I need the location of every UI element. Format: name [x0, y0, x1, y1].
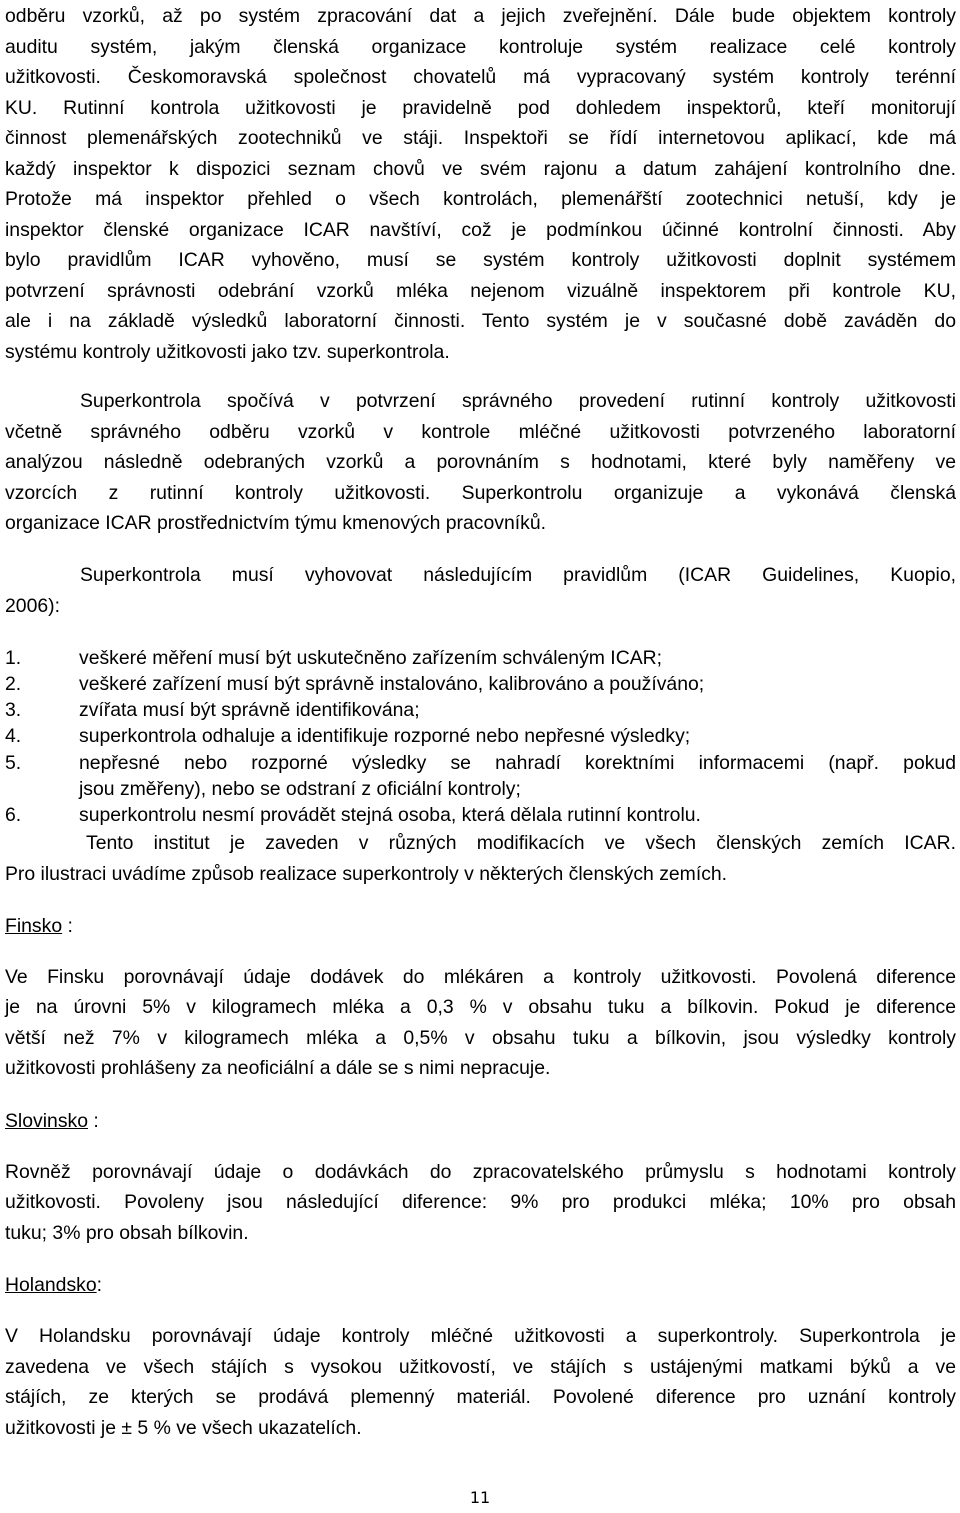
section-heading	[5, 911, 73, 941]
heading-text: Finsko	[5, 915, 63, 937]
text-line: Superkontrola musí vyhovovat následujícím pravidlům (ICAR Guidelines, Kuopio,	[80, 564, 956, 586]
text-line: organizace ICAR prostřednictvím týmu kmenových pracovníků.	[5, 512, 546, 534]
list-number: 2.	[5, 673, 22, 695]
text-line: analýzou následně odebraných vzorků a porovnáním s hodnotami, které byly naměřeny ve	[5, 451, 956, 473]
text-line: je na úrovni 5% v kilogramech mléka a 0,3 % v obsahu tuku a bílkovin. Pokud je diference	[5, 996, 956, 1018]
text-line: větší než 7% v kilogramech mléka a 0,5% v obsahu tuku a bílkovin, jsou výsledky kontroly	[5, 1027, 956, 1049]
text-line: odběru vzorků, až po systém zpracování dat a jejich zveřejnění. Dále bude objektem kontroly	[5, 5, 956, 27]
heading-colon: :	[96, 1274, 103, 1296]
list-number: 4.	[5, 725, 22, 747]
text-line: ale i na základě výsledků laboratorní činnosti. Tento systém je v současné době zaváděn do	[5, 310, 956, 332]
text-line: potvrzení správnosti odebrání vzorků mléka nejenom vizuálně inspektorem při kontrole KU,	[5, 280, 956, 302]
text-line: Rovněž porovnávají údaje o dodávkách do zpracovatelského průmyslu s hodnotami kontroly	[5, 1161, 956, 1183]
text-line: vzorcích z rutinní kontroly užitkovosti. Superkontrolu organizuje a vykonává členská	[5, 482, 956, 504]
text-line: KU. Rutinní kontrola užitkovosti je pravidelně pod dohledem inspektorů, kteří monitorují	[5, 97, 956, 119]
text-line: užitkovosti prohlášeny za neoficiální a dále se s nimi nepracuje.	[5, 1057, 551, 1079]
list-text: veškeré měření musí být uskutečněno zařízením schváleným ICAR;	[79, 647, 663, 669]
heading-colon: :	[88, 1110, 99, 1132]
text-line: Pro ilustraci uvádíme způsob realizace superkontroly v některých členských zemích.	[5, 863, 728, 885]
list-item	[5, 645, 956, 671]
text-line: bylo pravidlům ICAR vyhověno, musí se systém kontroly užitkovosti doplnit systémem	[5, 249, 956, 271]
text-line: tuku; 3% pro obsah bílkovin.	[5, 1222, 249, 1244]
text-line: užitkovosti. Povoleny jsou následující diference: 9% pro produkci mléka; 10% pro obsah	[5, 1191, 956, 1213]
text-line: činnost plemenářských zootechniků ve stáji. Inspektoři se řídí internetovou aplikací, kde má	[5, 127, 956, 149]
heading-text: Slovinsko	[5, 1110, 88, 1132]
list-item	[5, 723, 956, 749]
heading-colon: :	[62, 915, 73, 937]
list-item	[5, 802, 956, 828]
list-text-continuation: jsou změřeny), nebo se odstraní z oficiální kontroly;	[79, 778, 521, 800]
page-number: 11	[469, 1488, 491, 1507]
text-line: auditu systém, jakým členská organizace kontroluje systém realizace celé kontroly	[5, 36, 956, 58]
list-text: superkontrolu nesmí provádět stejná osoba, která dělala rutinní kontrolu.	[79, 804, 701, 826]
text-line: užitkovosti je ± 5 % ve všech ukazatelích.	[5, 1417, 362, 1439]
text-line: V Holandsku porovnávají údaje kontroly mléčné užitkovosti a superkontroly. Superkontrola je	[5, 1325, 956, 1347]
text-line: Ve Finsku porovnávají údaje dodávek do mlékáren a kontroly užitkovosti. Povolená diference	[5, 966, 956, 988]
list-number: 6.	[5, 804, 22, 826]
list-number: 3.	[5, 699, 22, 721]
text-line: užitkovosti. Českomoravská společnost chovatelů má vypracovaný systém kontroly terénní	[5, 66, 956, 88]
list-item	[5, 750, 956, 776]
text-line: inspektor členské organizace ICAR navštíví, což je podmínkou účinné kontrolní činnosti. Aby	[5, 219, 956, 241]
section-heading	[5, 1106, 99, 1136]
list-text: veškeré zařízení musí být správně instalováno, kalibrováno a používáno;	[79, 673, 705, 695]
section-heading	[5, 1270, 102, 1300]
text-line: zavedena ve všech stájích s vysokou užitkovostí, ve stájích s ustájenými matkami býků a ve	[5, 1356, 956, 1378]
list-number: 5.	[5, 752, 22, 774]
list-text: nepřesné nebo rozporné výsledky se nahradí korektními informacemi (např. pokud	[79, 752, 956, 774]
text-line: Protože má inspektor přehled o všech kontrolách, plemenářští zootechnici netuší, kdy je	[5, 188, 956, 210]
list-item	[5, 697, 956, 723]
text-line: stájích, ze kterých se prodává plemenný materiál. Povolené diference pro uznání kontroly	[5, 1386, 956, 1408]
text-line: každý inspektor k dispozici seznam chovů ve svém rajonu a datum zahájení kontrolního dne.	[5, 158, 956, 180]
text-line: včetně správného odběru vzorků v kontrole mléčné užitkovosti potvrzeného laboratorní	[5, 421, 956, 443]
list-number: 1.	[5, 647, 22, 669]
text-line: 2006):	[5, 595, 60, 617]
list-text: zvířata musí být správně identifikována;	[79, 699, 420, 721]
heading-text: Holandsko	[5, 1274, 97, 1296]
text-line: Superkontrola spočívá v potvrzení správného provedení rutinní kontroly užitkovosti	[80, 390, 956, 412]
text-line: Tento institut je zaveden v různých modifikacích ve všech členských zemích ICAR.	[86, 832, 956, 854]
list-item	[5, 671, 956, 697]
list-text: superkontrola odhaluje a identifikuje rozporné nebo nepřesné výsledky;	[79, 725, 691, 747]
text-line: systému kontroly užitkovosti jako tzv. superkontrola.	[5, 341, 450, 363]
